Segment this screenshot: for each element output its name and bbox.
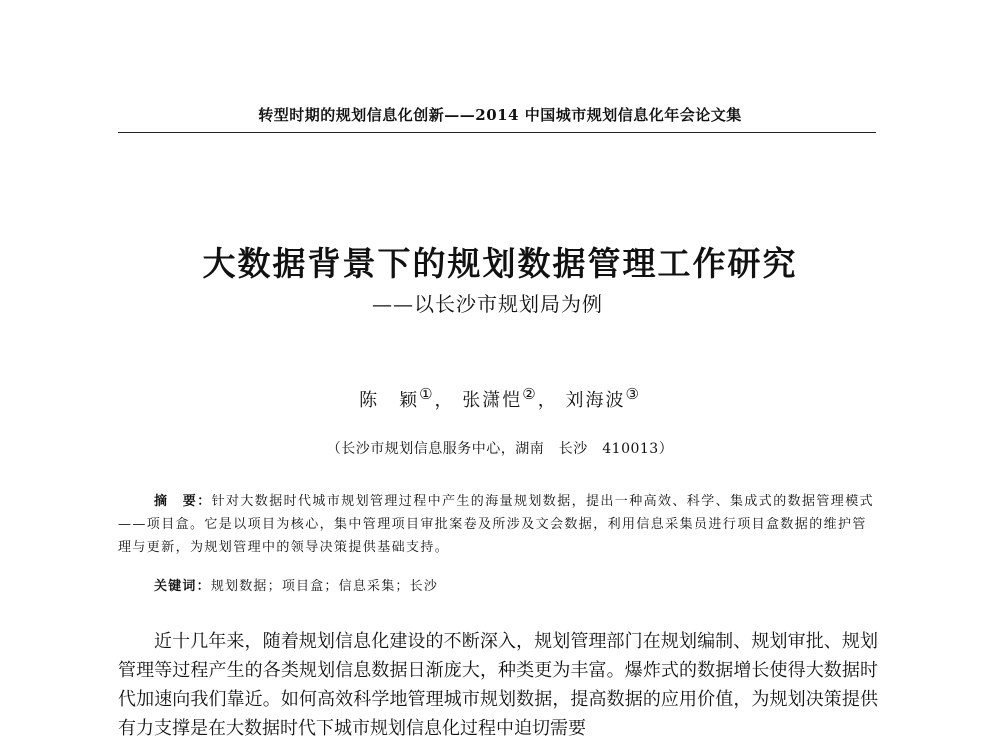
- running-header: 转型时期的规划信息化创新——2014 中国城市规划信息化年会论文集: [258, 106, 742, 124]
- author-name: 刘海波: [565, 390, 626, 411]
- body-paragraph: 近十几年来，随着规划信息化建设的不断深入，规划管理部门在规划编制、规划审批、规划管理等过程产生的各类规划信息数据日渐庞大，种类更为丰富。爆炸式的数据增长使得大数据时代加速向我们靠近。如何高效科学地管理城市规划数据，提高数据的应用价值，为规划决策提供有力支撑是在大数据时代下城市规划信息化过程中迫切需要: [118, 631, 878, 739]
- author-affiliation: （长沙市规划信息服务中心，湖南 长沙 410013）: [326, 441, 674, 457]
- author-name: 陈 颖: [359, 390, 420, 411]
- keywords-label: 关键词：: [154, 579, 211, 594]
- keywords: [154, 575, 438, 594]
- author-separator: ，: [537, 390, 558, 411]
- abstract-text: 针对大数据时代城市规划管理过程中产生的海量规划数据，提出一种高效、科学、集成式的数据管理模式——项目盒。它是以项目为核心，集中管理项目审批案卷及所涉及文会数据，利用信息采集员进行项目盒数据的维护管理与更新，为规划管理中的领导决策提供基础支持。: [118, 494, 875, 555]
- keywords-text: 规划数据；项目盒；信息采集；长沙: [210, 579, 439, 594]
- author-separator: ，: [434, 390, 455, 411]
- author-footnote-mark: ①: [419, 385, 435, 403]
- author-footnote-mark: ③: [625, 385, 641, 403]
- author-list: [0, 385, 1000, 412]
- paper-subtitle: ——以长沙市规划局为例: [372, 292, 603, 316]
- abstract: [118, 490, 876, 559]
- author-name: 张潇恺: [462, 390, 523, 411]
- paper-title: 大数据背景下的规划数据管理工作研究: [202, 244, 798, 283]
- abstract-label: 摘 要：: [154, 494, 212, 509]
- author-footnote-mark: ②: [522, 385, 538, 403]
- header-divider: [118, 132, 876, 133]
